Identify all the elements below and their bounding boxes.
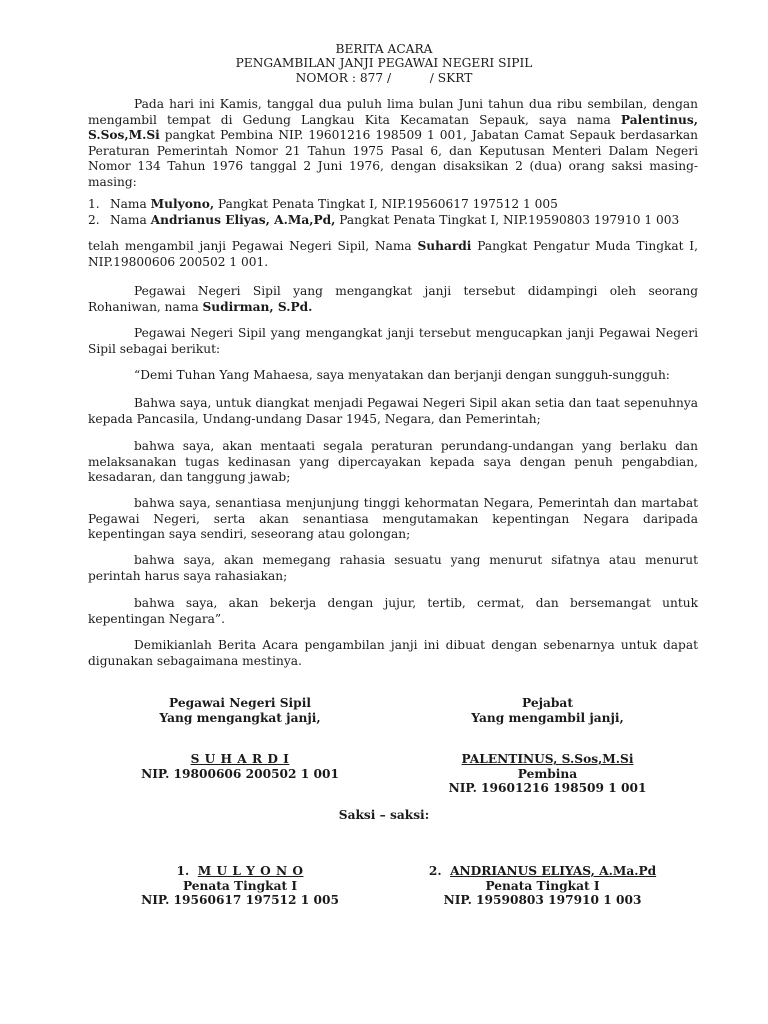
header-title: BERITA ACARA bbox=[335, 42, 433, 56]
witness-number: 2. bbox=[428, 864, 442, 878]
oath-4-text: bahwa saya, akan memegang rahasia sesuatu yang menurut sifatnya atau menurut perintah harus saya rahasiakan; bbox=[88, 553, 698, 583]
paragraph-oath-3 bbox=[88, 496, 698, 543]
oath-1-text: Bahwa saya, untuk diangkat menjadi Pegawai Negeri Sipil akan setia dan taat sepenuhnya kepada Pancasila, Undang-undang Dasar 1945, Negara, dan Pemerintah; bbox=[88, 396, 698, 426]
oath-5-text: bahwa saya, akan bekerja dengan jujur, tertib, cermat, dan bersemangat untuk kepentingan Negara”. bbox=[88, 596, 698, 626]
oath-2-text: bahwa saya, akan mentaati segala peraturan perundang-undangan yang berlaku dan melaksanakan tugas kedinasan yang dipercayakan kepada saya dengan penuh pengabdian, kesadaran, dan tanggung jawab; bbox=[88, 439, 698, 485]
signature-nip: NIP. 19800606 200502 1 001 bbox=[141, 766, 339, 781]
signature-witness-2 bbox=[420, 864, 665, 908]
oath-taker-name: Suhardi bbox=[417, 239, 472, 253]
witnesses-heading-text: Saksi – saksi: bbox=[338, 808, 430, 822]
intro-oath-text: Pegawai Negeri Sipil yang mengangkat janji tersebut mengucapkan janji Pegawai Negeri Sipil sebagai berikut: bbox=[88, 326, 698, 356]
witness-prefix: Nama bbox=[110, 212, 151, 227]
paragraph-oath-1 bbox=[88, 396, 698, 427]
paragraph-closing bbox=[88, 638, 698, 669]
list-item bbox=[88, 213, 698, 229]
oath-taker-text-b: Pangkat Pengatur Muda Tingkat I, NIP.19800606 200502 1 001. bbox=[88, 239, 698, 269]
paragraph-opening bbox=[88, 97, 698, 191]
witness-detail: Pangkat Penata Tingkat I, NIP.19590803 197910 1 003 bbox=[335, 212, 680, 227]
paragraph-oath-taker bbox=[88, 239, 698, 270]
official-name: Palentinus, S.Sos,M.Si bbox=[88, 112, 698, 143]
signature-name: PALENTINUS, S.Sos,M.Si bbox=[461, 752, 634, 767]
witnesses-heading bbox=[284, 808, 484, 823]
signature-nip: NIP. 19601216 198509 1 001 bbox=[448, 781, 647, 796]
clergy-text: Pegawai Negeri Sipil yang mengangkat janji tersebut didampingi oleh seorang Rohaniwan, nama bbox=[88, 284, 698, 314]
witness-name: Andrianus Eliyas, A.Ma,Pd, bbox=[150, 212, 336, 227]
paragraph-intro-oath bbox=[88, 326, 698, 357]
paragraph-oath-5 bbox=[88, 596, 698, 627]
paragraph-oath-opening bbox=[88, 368, 698, 384]
document-header bbox=[0, 42, 768, 85]
signature-nip: NIP. 19590803 197910 1 003 bbox=[443, 893, 642, 908]
signature-rank: Penata Tingkat I bbox=[182, 878, 298, 893]
header-number: NOMOR : 877 / / SKRT bbox=[295, 70, 473, 85]
signature-subtitle: Yang mengambil janji, bbox=[471, 710, 624, 725]
signature-subtitle: Yang mengangkat janji, bbox=[159, 710, 321, 725]
signature-rank: Pembina bbox=[517, 766, 578, 781]
clergy-name: Sudirman, S.Pd. bbox=[202, 299, 313, 314]
signature-name: S U H A R D I bbox=[190, 752, 290, 767]
oath-taker-text-a: telah mengambil janji Pegawai Negeri Sipil, Nama bbox=[88, 239, 418, 253]
paragraph-clergy bbox=[88, 284, 698, 315]
signature-name: M U L Y O N O bbox=[197, 864, 304, 878]
list-number: 2. bbox=[88, 212, 100, 227]
signature-title: Pejabat bbox=[522, 696, 573, 710]
oath-3-text: bahwa saya, senantiasa menjunjung tinggi kehormatan Negara, Pemerintah dan martabat Pegawai Negeri, serta akan senantiasa mengutamakan kepentingan Negara daripada kepentingan saya sendiri, seseorang atau golongan; bbox=[88, 496, 698, 542]
signature-nip: NIP. 19560617 197512 1 005 bbox=[141, 893, 339, 908]
witness-number: 1. bbox=[176, 864, 190, 878]
signature-witness-1 bbox=[130, 864, 350, 908]
list-item bbox=[88, 197, 698, 213]
witness-prefix: Nama bbox=[110, 197, 151, 211]
opening-text-a: Pada hari ini Kamis, tanggal dua puluh lima bulan Juni tahun dua ribu sembilan, dengan mengambil tempat di Gedung Langkau Kita Kecamatan Sepauk, saya nama bbox=[88, 97, 698, 127]
signature-oath-taker bbox=[130, 696, 350, 781]
oath-opening-text: “Demi Tuhan Yang Mahaesa, saya menyatakan dan berjanji dengan sungguh-sungguh: bbox=[134, 368, 670, 382]
signature-rank: Penata Tingkat I bbox=[485, 878, 600, 893]
witness-name: Mulyono, bbox=[150, 197, 215, 211]
list-number: 1. bbox=[88, 197, 100, 211]
paragraph-oath-4 bbox=[88, 553, 698, 584]
paragraph-oath-2 bbox=[88, 439, 698, 486]
signature-official bbox=[430, 696, 665, 796]
opening-text-b: pangkat Pembina NIP. 19601216 198509 1 001, Jabatan Camat Sepauk berdasarkan Peraturan Pemerintah Nomor 21 Tahun 1975 Pasal 6, dan Keputusan Menteri Dalam Negeri Nomor 134 Tahun 1976 tanggal 2 Juni 1976, dengan disaksikan 2 (dua) orang saksi masing-masing: bbox=[88, 128, 698, 189]
signature-name: ANDRIANUS ELIYAS, A.Ma.Pd bbox=[450, 864, 657, 878]
witness-list bbox=[88, 197, 698, 228]
closing-text: Demikianlah Berita Acara pengambilan janji ini dibuat dengan sebenarnya untuk dapat digunakan sebagaimana mestinya. bbox=[88, 638, 698, 668]
header-subtitle: PENGAMBILAN JANJI PEGAWAI NEGERI SIPIL bbox=[235, 56, 533, 71]
signature-title: Pegawai Negeri Sipil bbox=[169, 696, 311, 710]
witness-detail: Pangkat Penata Tingkat I, NIP.19560617 197512 1 005 bbox=[214, 197, 558, 211]
